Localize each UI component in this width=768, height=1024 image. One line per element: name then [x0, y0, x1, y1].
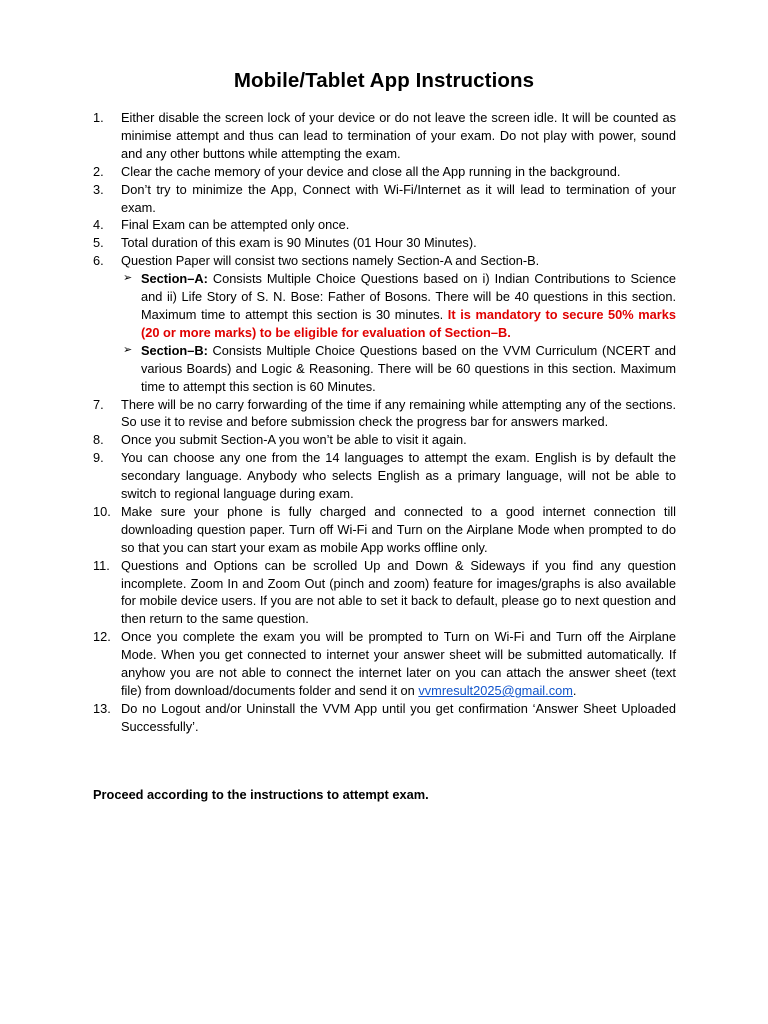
item-text: Do no Logout and/or Uninstall the VVM App until you get confirmation ‘Answer Sheet Uploaded Successfully’. [121, 700, 676, 734]
item-text: Don’t try to minimize the App, Connect with Wi-Fi/Internet as it will lead to termination of your exam. [121, 181, 676, 215]
item-text: Total duration of this exam is 90 Minutes (01 Hour 30 Minutes). [121, 235, 477, 251]
item-text: Once you complete the exam you will be prompted to Turn on Wi-Fi and Turn off the Airplane Mode. When you get connected to internet your answer sheet will be submitted automatically. If anyhow you are not able to connect the internet later on you can attach the answer sheet (text file) from download/documents folder and send it on [121, 629, 676, 698]
list-item [93, 234, 676, 252]
section-a-text: Consists Multiple Choice Questions based on i) Indian Contributions to Science and ii) Life Story of S. N. Bose: Father of Bosons. There will be 40 questions in this section. Maximum time to attempt this section is 30 minutes. [141, 271, 676, 322]
item-number: 7. [93, 396, 104, 412]
item-number: 11. [93, 557, 110, 573]
item-number: 8. [93, 432, 104, 448]
item-number: 4. [93, 217, 104, 233]
section-a-bullet [123, 270, 676, 342]
list-item [93, 252, 676, 270]
item-number: 2. [93, 163, 104, 179]
arrow-bullet-icon: ➢ [123, 272, 133, 285]
list-item [93, 109, 676, 163]
arrow-bullet-icon: ➢ [123, 343, 133, 356]
item-number: 10. [93, 503, 111, 519]
list-item [93, 181, 676, 217]
instruction-list [93, 109, 676, 736]
item-number: 5. [93, 235, 104, 251]
item-text: Once you submit Section-A you won’t be able to visit it again. [121, 432, 467, 448]
item-number: 12. [93, 629, 111, 645]
item-text: Clear the cache memory of your device and close all the App running in the background. [121, 163, 621, 179]
list-item [93, 396, 676, 432]
item-text-tail: . [572, 683, 577, 698]
item-number: 1. [93, 110, 104, 125]
item-text: Final Exam can be attempted only once. [121, 217, 350, 233]
section-a-mandatory-note: It is mandatory to secure 50% marks (20 or more marks) to be eligible for evaluation of Section–B. [141, 306, 676, 340]
item-text: Either disable the screen lock of your device or do not leave the screen idle. It will be counted as minimise attempt and thus can lead to termination of your exam. Do not play with power, sound and any other buttons while attempting the exam. [121, 110, 676, 161]
list-item [93, 449, 676, 503]
item-number: 13. [93, 700, 111, 716]
section-b-label: Section–B: [141, 342, 208, 358]
item-text: Questions and Options can be scrolled Up and Down & Sideways if you find any question incomplete. Zoom In and Zoom Out (pinch and zoom) feature for images/graphs is also available for mobile device users. If you are not able to set it back to default, please go to next question and then return to the same question. [121, 557, 676, 627]
list-item [93, 557, 676, 629]
section-b-text: Consists Multiple Choice Questions based on the VVM Curriculum (NCERT and various Boards) and Logic & Reasoning. There will be 60 questions in this section. Maximum time to attempt this section is 60 Minutes. [141, 342, 676, 394]
email-link[interactable]: vvmresult2025@gmail.com [418, 683, 573, 698]
list-item [93, 628, 676, 700]
section-a-label: Section–A: [141, 271, 208, 287]
item-text: There will be no carry forwarding of the time if any remaining while attempting any of the sections. So use it to revise and before submission check the progress bar for answers marked. [121, 396, 676, 430]
item-text: Question Paper will consist two sections namely Section-A and Section-B. [121, 253, 540, 269]
item-text: You can choose any one from the 14 languages to attempt the exam. English is by default the secondary language. Anybody who selects English as a primary language, will not be able to switch to regional language during exam. [121, 450, 676, 502]
section-b-bullet [123, 342, 676, 396]
item-number: 6. [93, 253, 104, 269]
list-item [93, 503, 676, 557]
item-number: 9. [93, 450, 104, 466]
page-title: Mobile/Tablet App Instructions [233, 69, 535, 92]
item-number: 3. [93, 181, 104, 197]
closing-instruction: Proceed according to the instructions to attempt exam. [93, 787, 429, 802]
section-sublist [93, 270, 676, 395]
list-item [93, 700, 676, 736]
item-text: Make sure your phone is fully charged and connected to a good internet connection till downloading question paper. Turn off Wi-Fi and Turn on the Airplane Mode when prompted to do so that you can start your exam as mobile App works offline only. [121, 503, 676, 555]
list-item [93, 163, 676, 181]
list-item [93, 216, 676, 234]
list-item [93, 431, 676, 449]
